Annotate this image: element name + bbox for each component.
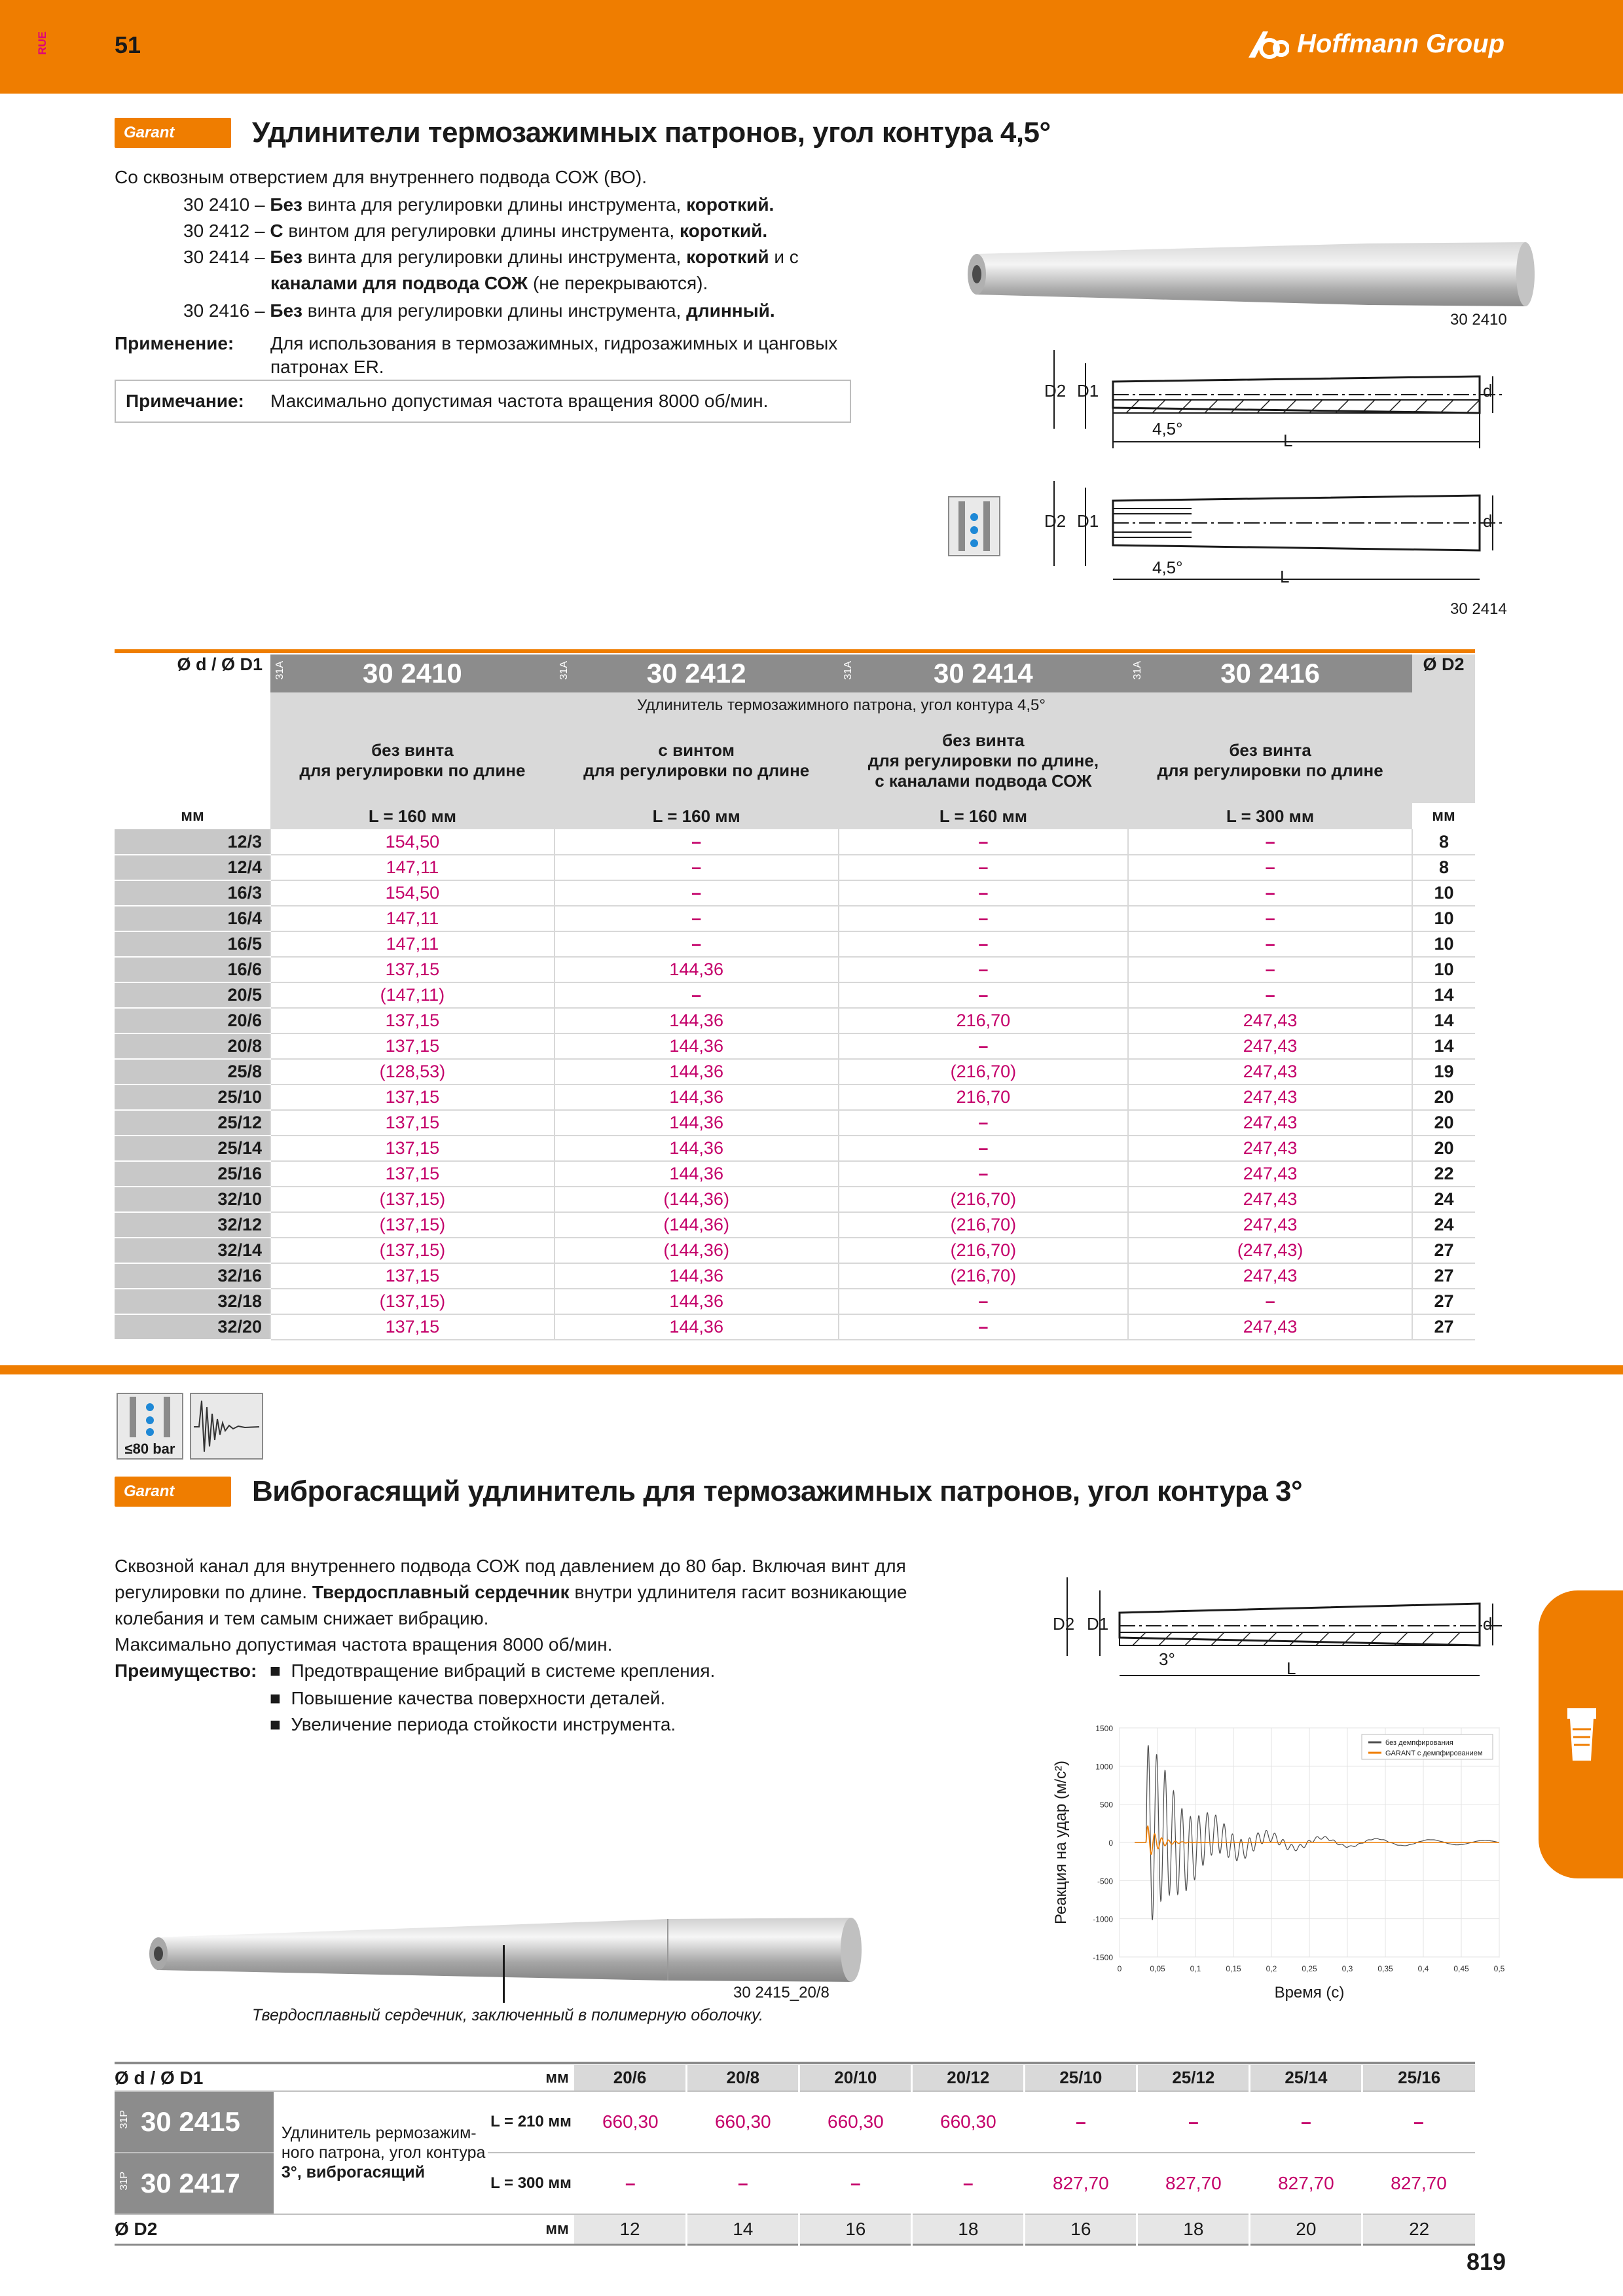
price-cell: 144,36 xyxy=(555,1314,839,1340)
size-cell: 32/10 xyxy=(115,1187,270,1212)
x-tick-label: 0,5 xyxy=(1493,1964,1505,1973)
d2-cell: 27 xyxy=(1412,1314,1475,1340)
price-cell: – xyxy=(1076,2111,1086,2132)
table-row xyxy=(115,1110,1475,1136)
price-cell: (247,43) xyxy=(1128,1238,1412,1263)
price-cell: – xyxy=(555,982,839,1008)
size-cell: 25/16 xyxy=(115,1161,270,1187)
table-row xyxy=(115,957,1475,982)
size-cell: 12/3 xyxy=(115,829,270,855)
table-row xyxy=(115,1033,1475,1059)
table1-code-302412: 31A 30 2412 xyxy=(555,655,839,692)
d2-cell: 24 xyxy=(1412,1187,1475,1212)
table2-code-302417: 31P 30 2417 xyxy=(115,2153,274,2214)
d2-cell: 27 xyxy=(1412,1263,1475,1289)
table2-size-7: 25/14 xyxy=(1250,2065,1362,2091)
price-cell: 137,15 xyxy=(270,1314,555,1340)
price-cell: – xyxy=(1301,2111,1311,2132)
price-cell: – xyxy=(555,855,839,880)
price-cell: 154,50 xyxy=(270,880,555,906)
d2-cell: 10 xyxy=(1412,906,1475,931)
y-tick-label: 0 xyxy=(1108,1839,1113,1848)
extension-photo-302410 xyxy=(962,229,1545,321)
table1-length-2: L = 160 мм xyxy=(555,803,839,829)
price-cell: – xyxy=(839,906,1129,931)
size-cell: 20/8 xyxy=(115,1033,270,1059)
table2-length-2: L = 300 мм xyxy=(490,2174,572,2192)
size-cell: 32/20 xyxy=(115,1314,270,1340)
table-row xyxy=(115,1289,1475,1314)
price-cell: – xyxy=(1128,855,1412,880)
price-cell: 247,43 xyxy=(1128,1110,1412,1136)
price-cell: 827,70 xyxy=(1391,2173,1447,2193)
table2-length-1: L = 210 мм xyxy=(490,2113,572,2130)
vibration-damping-icon xyxy=(190,1393,263,1460)
price-cell: 247,43 xyxy=(1128,1085,1412,1110)
d2-cell: 8 xyxy=(1412,855,1475,880)
table2-size-2: 20/8 xyxy=(687,2065,799,2091)
item-302416: 30 2416 – Без винта для регулировки длины инструмента, длинный. xyxy=(183,300,775,321)
item-302410: 30 2410 – Без винта для регулировки длины инструмента, короткий. xyxy=(183,194,775,215)
side-code: RUE xyxy=(36,31,48,55)
price-cell: 137,15 xyxy=(270,1110,555,1136)
price-cell: – xyxy=(738,2173,748,2193)
advantage-1: ■ Предотвращение вибраций в системе крепления. xyxy=(270,1660,716,1681)
table-row xyxy=(115,1008,1475,1033)
price-cell: 247,43 xyxy=(1128,1161,1412,1187)
dim-D1-2: D1 xyxy=(1077,511,1099,531)
price-cell: – xyxy=(850,2173,861,2193)
table-row xyxy=(115,982,1475,1008)
size-cell: 32/16 xyxy=(115,1263,270,1289)
image3-note: Твердосплавный сердечник, заключенный в полимерную оболочку. xyxy=(252,2006,763,2024)
dim-L-1: L xyxy=(1283,431,1293,450)
price-cell: – xyxy=(1128,829,1412,855)
x-tick-label: 0,25 xyxy=(1302,1964,1317,1973)
x-tick-label: 0,35 xyxy=(1377,1964,1393,1973)
price-cell: 147,11 xyxy=(270,855,555,880)
table1-desc-1: без винта для регулировки по длине xyxy=(270,718,555,803)
hoffmann-logo-icon xyxy=(1247,29,1289,59)
price-cell: (216,70) xyxy=(839,1238,1129,1263)
image2-caption: 30 2414 xyxy=(1450,600,1507,618)
price-cell: 137,15 xyxy=(270,1161,555,1187)
d2-cell: 22 xyxy=(1412,1161,1475,1187)
dim-L-2: L xyxy=(1280,567,1290,586)
size-cell: 16/6 xyxy=(115,957,270,982)
price-cell: (216,70) xyxy=(839,1263,1129,1289)
d2-cell: 20 xyxy=(1412,1136,1475,1161)
dim-d-2: d xyxy=(1483,511,1493,531)
d2-cell: 16 xyxy=(799,2214,912,2244)
y-tick-label: -1000 xyxy=(1093,1914,1113,1924)
advantage-3: ■ Увеличение периода стойкости инструмента. xyxy=(270,1714,676,1734)
price-cell: (216,70) xyxy=(839,1212,1129,1238)
note-label: Примечание: xyxy=(126,391,244,411)
x-tick-label: 0,3 xyxy=(1341,1964,1353,1973)
dim-D2-3: D2 xyxy=(1053,1614,1075,1634)
price-cell: 147,11 xyxy=(270,906,555,931)
table2-product-desc: Удлинитель рермозажим- ного патрона, угол контура 3°, виброгасящий xyxy=(281,2124,486,2181)
brand-logo[interactable] xyxy=(1247,29,1504,59)
item-302414: 30 2414 – Без винта для регулировки длины инструмента, короткий и с xyxy=(183,247,799,267)
dim-d-1: d xyxy=(1483,381,1493,401)
section1-title: Удлинители термозажимных патронов, угол контура 4,5° xyxy=(252,117,1051,149)
price-cell: 216,70 xyxy=(839,1085,1129,1110)
table1-desc-2: с винтом для регулировки по длине xyxy=(555,718,839,803)
price-cell: 147,11 xyxy=(270,931,555,957)
y-tick-label: 1000 xyxy=(1095,1762,1113,1772)
price-cell: 144,36 xyxy=(555,1059,839,1085)
table2-d2-unit: мм xyxy=(545,2219,569,2238)
price-cell: – xyxy=(839,880,1129,906)
legend-label-1: без демпфирования xyxy=(1385,1739,1453,1747)
d2-cell: 27 xyxy=(1412,1238,1475,1263)
application-text-1: Для использования в термозажимных, гидрозажимных и цанговых xyxy=(270,333,838,353)
table1-code-302414: 31A 30 2414 xyxy=(839,655,1129,692)
price-cell: – xyxy=(1128,931,1412,957)
price-cell: 144,36 xyxy=(555,1289,839,1314)
dim-d-3: d xyxy=(1483,1614,1493,1634)
pointer-line xyxy=(503,1945,505,2003)
garant-badge xyxy=(115,118,231,148)
x-tick-label: 0,1 xyxy=(1190,1964,1201,1973)
price-cell: 144,36 xyxy=(555,1136,839,1161)
price-cell: – xyxy=(839,931,1129,957)
y-tick-label: -1500 xyxy=(1093,1953,1113,1962)
price-cell: (144,36) xyxy=(555,1187,839,1212)
technical-drawing-2 xyxy=(1034,475,1519,592)
table2-size-6: 25/12 xyxy=(1137,2065,1250,2091)
size-cell: 32/14 xyxy=(115,1238,270,1263)
d2-cell: 16 xyxy=(1025,2214,1137,2244)
price-cell: (216,70) xyxy=(839,1187,1129,1212)
price-cell: 827,70 xyxy=(1278,2173,1334,2193)
image1-caption: 30 2410 xyxy=(1450,311,1507,329)
size-cell: 25/8 xyxy=(115,1059,270,1085)
table2-unit: мм xyxy=(545,2068,569,2087)
chapter-tab[interactable] xyxy=(1539,1590,1623,1878)
section2-text-3: колебания и тем самым снижает вибрацию. xyxy=(115,1608,489,1628)
dim-D2-2: D2 xyxy=(1044,511,1067,531)
table-row xyxy=(115,1059,1475,1085)
d2-cell: 14 xyxy=(1412,1033,1475,1059)
price-cell: 137,15 xyxy=(270,1263,555,1289)
price-cell: 154,50 xyxy=(270,829,555,855)
vibration-chart-svg xyxy=(1041,1715,1512,2016)
garant-badge-2 xyxy=(115,1477,231,1507)
table1-length-3: L = 160 мм xyxy=(839,803,1129,829)
price-cell: – xyxy=(1128,957,1412,982)
price-cell: (137,15) xyxy=(270,1187,555,1212)
x-tick-label: 0,4 xyxy=(1417,1964,1429,1973)
size-cell: 16/5 xyxy=(115,931,270,957)
dim-L-3: L xyxy=(1286,1659,1296,1678)
y-axis-label: Реакция на удар (м/с²) xyxy=(1052,1761,1070,1924)
size-cell: 32/12 xyxy=(115,1212,270,1238)
price-cell: 247,43 xyxy=(1128,1136,1412,1161)
size-cell: 20/5 xyxy=(115,982,270,1008)
price-cell: 827,70 xyxy=(1165,2173,1222,2193)
table-row xyxy=(115,931,1475,957)
table-row xyxy=(115,880,1475,906)
table2-size-8: 25/16 xyxy=(1362,2065,1475,2091)
table1-subtitle: Удлинитель термозажимного патрона, угол контура 4,5° xyxy=(270,692,1412,718)
table1-col0-header: Ø d / Ø D1 xyxy=(177,655,263,674)
table-row xyxy=(115,1263,1475,1289)
dim-angle-2: 4,5° xyxy=(1152,558,1183,577)
y-tick-label: 500 xyxy=(1099,1800,1113,1810)
section1-intro: Со сквозным отверстием для внутреннего подвода СОЖ (ВО). xyxy=(115,167,647,187)
garant-label: Garant xyxy=(124,124,175,141)
d2-cell: 27 xyxy=(1412,1289,1475,1314)
table2-size-4: 20/12 xyxy=(912,2065,1025,2091)
price-cell: 247,43 xyxy=(1128,1314,1412,1340)
d2-cell: 10 xyxy=(1412,931,1475,957)
section2-text-4: Максимально допустимая частота вращения 8000 об/мин. xyxy=(115,1634,613,1655)
price-cell: (147,11) xyxy=(270,982,555,1008)
price-cell: – xyxy=(839,1110,1129,1136)
d2-cell: 20 xyxy=(1250,2214,1362,2244)
table-row xyxy=(115,1212,1475,1238)
technical-drawing-1 xyxy=(1034,350,1519,455)
page-number-right: 819 xyxy=(1467,2248,1506,2275)
dim-angle-3: 3° xyxy=(1159,1649,1175,1669)
price-cell: 247,43 xyxy=(1128,1008,1412,1033)
table-row xyxy=(115,1238,1475,1263)
size-cell: 20/6 xyxy=(115,1008,270,1033)
size-cell: 25/10 xyxy=(115,1085,270,1110)
price-cell: – xyxy=(839,1161,1129,1187)
x-tick-label: 0,45 xyxy=(1453,1964,1469,1973)
price-cell: (137,15) xyxy=(270,1289,555,1314)
table2-col0-header: Ø d / Ø D1 xyxy=(115,2067,204,2088)
advantage-label: Преимущество: xyxy=(115,1660,257,1681)
table1-unit-left: мм xyxy=(181,807,204,825)
d2-cell: 10 xyxy=(1412,880,1475,906)
table-row xyxy=(115,829,1475,855)
price-cell: – xyxy=(1128,880,1412,906)
section2-text-1: Сквозной канал для внутреннего подвода СОЖ под давлением до 80 бар. Включая винт для xyxy=(115,1556,906,1576)
table2-d2-label: Ø D2 xyxy=(115,2218,158,2239)
note-text: Максимально допустимая частота вращения 8000 об/мин. xyxy=(270,391,769,411)
price-cell: – xyxy=(555,880,839,906)
price-cell: 144,36 xyxy=(555,1161,839,1187)
d2-cell: 14 xyxy=(1412,1008,1475,1033)
price-cell: – xyxy=(1128,906,1412,931)
table-row xyxy=(115,855,1475,880)
dim-D2-1: D2 xyxy=(1044,381,1067,401)
size-cell: 25/12 xyxy=(115,1110,270,1136)
price-cell: 144,36 xyxy=(555,1033,839,1059)
d2-cell: 20 xyxy=(1412,1110,1475,1136)
price-cell: (144,36) xyxy=(555,1212,839,1238)
price-cell: – xyxy=(1128,1289,1412,1314)
price-cell: – xyxy=(1188,2111,1199,2132)
size-cell: 16/3 xyxy=(115,880,270,906)
price-cell: – xyxy=(625,2173,636,2193)
dim-angle-1: 4,5° xyxy=(1152,419,1183,439)
image3-caption: 30 2415_20/8 xyxy=(733,1984,830,2001)
price-cell: – xyxy=(839,855,1129,880)
shrink-chuck-icon xyxy=(1562,1706,1601,1766)
brand-name: Hoffmann Group xyxy=(1297,29,1505,58)
y-tick-label: -500 xyxy=(1097,1876,1113,1886)
price-cell: (128,53) xyxy=(270,1059,555,1085)
size-cell: 25/14 xyxy=(115,1136,270,1161)
price-cell: – xyxy=(839,1289,1129,1314)
x-axis-label: Время (с) xyxy=(1274,1984,1345,2001)
price-cell: – xyxy=(839,957,1129,982)
pressure-label: ≤80 bar xyxy=(124,1441,175,1457)
d2-cell: 14 xyxy=(1412,982,1475,1008)
price-cell: 660,30 xyxy=(940,2111,996,2132)
size-cell: 16/4 xyxy=(115,906,270,931)
price-cell: – xyxy=(839,1136,1129,1161)
x-tick-label: 0,2 xyxy=(1266,1964,1277,1973)
d2-cell: 8 xyxy=(1412,829,1475,855)
pressure-coolant-icon xyxy=(117,1393,183,1460)
dim-D1-3: D1 xyxy=(1087,1614,1109,1634)
advantage-2: ■ Повышение качества поверхности деталей. xyxy=(270,1688,666,1708)
d2-cell: 20 xyxy=(1412,1085,1475,1110)
dim-D1-1: D1 xyxy=(1077,381,1099,401)
price-cell: 137,15 xyxy=(270,1033,555,1059)
x-tick-label: 0 xyxy=(1117,1964,1122,1973)
table2 xyxy=(115,2065,1475,2246)
x-tick-label: 0,05 xyxy=(1150,1964,1165,1973)
garant-label-2: Garant xyxy=(124,1482,175,1500)
table2-size-1: 20/6 xyxy=(574,2065,687,2091)
application-label: Применение: xyxy=(115,333,234,353)
price-cell: – xyxy=(1128,982,1412,1008)
vibration-chart xyxy=(1041,1715,1512,2016)
price-cell: 216,70 xyxy=(839,1008,1129,1033)
legend-label-2: GARANT с демпфированием xyxy=(1385,1749,1483,1757)
section-divider xyxy=(0,1365,1623,1374)
price-cell: (137,15) xyxy=(270,1212,555,1238)
coolant-icon xyxy=(948,496,1000,556)
table-row xyxy=(115,906,1475,931)
price-cell: 247,43 xyxy=(1128,1059,1412,1085)
price-cell: – xyxy=(839,982,1129,1008)
price-cell: – xyxy=(839,829,1129,855)
table1-desc-3: без винта для регулировки по длине, с каналами подвода СОЖ xyxy=(839,718,1129,803)
table2-code-302415: 31P 30 2415 xyxy=(115,2091,274,2153)
price-cell: 137,15 xyxy=(270,957,555,982)
table1-length-4: L = 300 мм xyxy=(1128,803,1412,829)
price-cell: – xyxy=(1413,2111,1424,2132)
y-tick-label: 1500 xyxy=(1095,1724,1113,1733)
table1-unit-right: мм xyxy=(1432,807,1455,825)
price-cell: 144,36 xyxy=(555,1085,839,1110)
table2-size-5: 25/10 xyxy=(1025,2065,1137,2091)
d2-cell: 18 xyxy=(912,2214,1025,2244)
price-cell: 247,43 xyxy=(1128,1187,1412,1212)
price-cell: 660,30 xyxy=(602,2111,659,2132)
price-cell: – xyxy=(555,906,839,931)
price-cell: – xyxy=(839,1033,1129,1059)
d2-cell: 18 xyxy=(1137,2214,1250,2244)
section2-text-2: регулировки по длине. Твердосплавный сердечник внутри удлинителя гасит возникающие xyxy=(115,1582,907,1602)
table1-right-header: Ø D2 xyxy=(1412,655,1475,692)
table1-code-302416: 31A 30 2416 xyxy=(1128,655,1412,692)
application-text-2: патронах ER. xyxy=(270,357,384,377)
price-cell: 144,36 xyxy=(555,1110,839,1136)
price-cell: 144,36 xyxy=(555,957,839,982)
price-cell: (144,36) xyxy=(555,1238,839,1263)
d2-cell: 22 xyxy=(1362,2214,1475,2244)
table1-code-302410: 31A 30 2410 xyxy=(270,655,555,692)
price-cell: 247,43 xyxy=(1128,1212,1412,1238)
price-cell: 827,70 xyxy=(1053,2173,1109,2193)
price-cell: 247,43 xyxy=(1128,1033,1412,1059)
price-cell: 660,30 xyxy=(714,2111,771,2132)
size-cell: 32/18 xyxy=(115,1289,270,1314)
price-cell: 144,36 xyxy=(555,1263,839,1289)
x-tick-label: 0,15 xyxy=(1226,1964,1241,1973)
table1-desc-4: без винта для регулировки по длине xyxy=(1128,718,1412,803)
section2-title: Виброгасящий удлинитель для термозажимных патронов, угол контура 3° xyxy=(252,1475,1303,1507)
page-number-left: 51 xyxy=(115,31,141,58)
table1 xyxy=(115,655,1475,1340)
price-cell: (216,70) xyxy=(839,1059,1129,1085)
price-cell: (137,15) xyxy=(270,1238,555,1263)
d2-cell: 12 xyxy=(574,2214,687,2244)
price-cell: – xyxy=(555,829,839,855)
table2-size-3: 20/10 xyxy=(799,2065,912,2091)
table-row xyxy=(115,1136,1475,1161)
table-row xyxy=(115,1161,1475,1187)
table-row xyxy=(115,1314,1475,1340)
d2-cell: 10 xyxy=(1412,957,1475,982)
d2-cell: 24 xyxy=(1412,1212,1475,1238)
price-cell: 660,30 xyxy=(828,2111,884,2132)
price-cell: 144,36 xyxy=(555,1008,839,1033)
table1-top-rule xyxy=(115,649,1475,653)
table2-top-rule xyxy=(115,2062,1475,2064)
table-row xyxy=(115,1187,1475,1212)
price-cell: – xyxy=(839,1314,1129,1340)
size-cell: 12/4 xyxy=(115,855,270,880)
price-cell: – xyxy=(963,2173,974,2193)
item-302412: 30 2412 – С винтом для регулировки длины инструмента, короткий. xyxy=(183,221,768,241)
table-row xyxy=(115,1085,1475,1110)
price-cell: – xyxy=(555,931,839,957)
price-cell: 137,15 xyxy=(270,1085,555,1110)
price-cell: 247,43 xyxy=(1128,1263,1412,1289)
d2-cell: 19 xyxy=(1412,1059,1475,1085)
d2-cell: 14 xyxy=(687,2214,799,2244)
item-302414-line2: каналами для подвода СОЖ (не перекрываются). xyxy=(270,273,708,293)
table1-length-1: L = 160 мм xyxy=(270,803,555,829)
price-cell: 137,15 xyxy=(270,1136,555,1161)
price-cell: 137,15 xyxy=(270,1008,555,1033)
